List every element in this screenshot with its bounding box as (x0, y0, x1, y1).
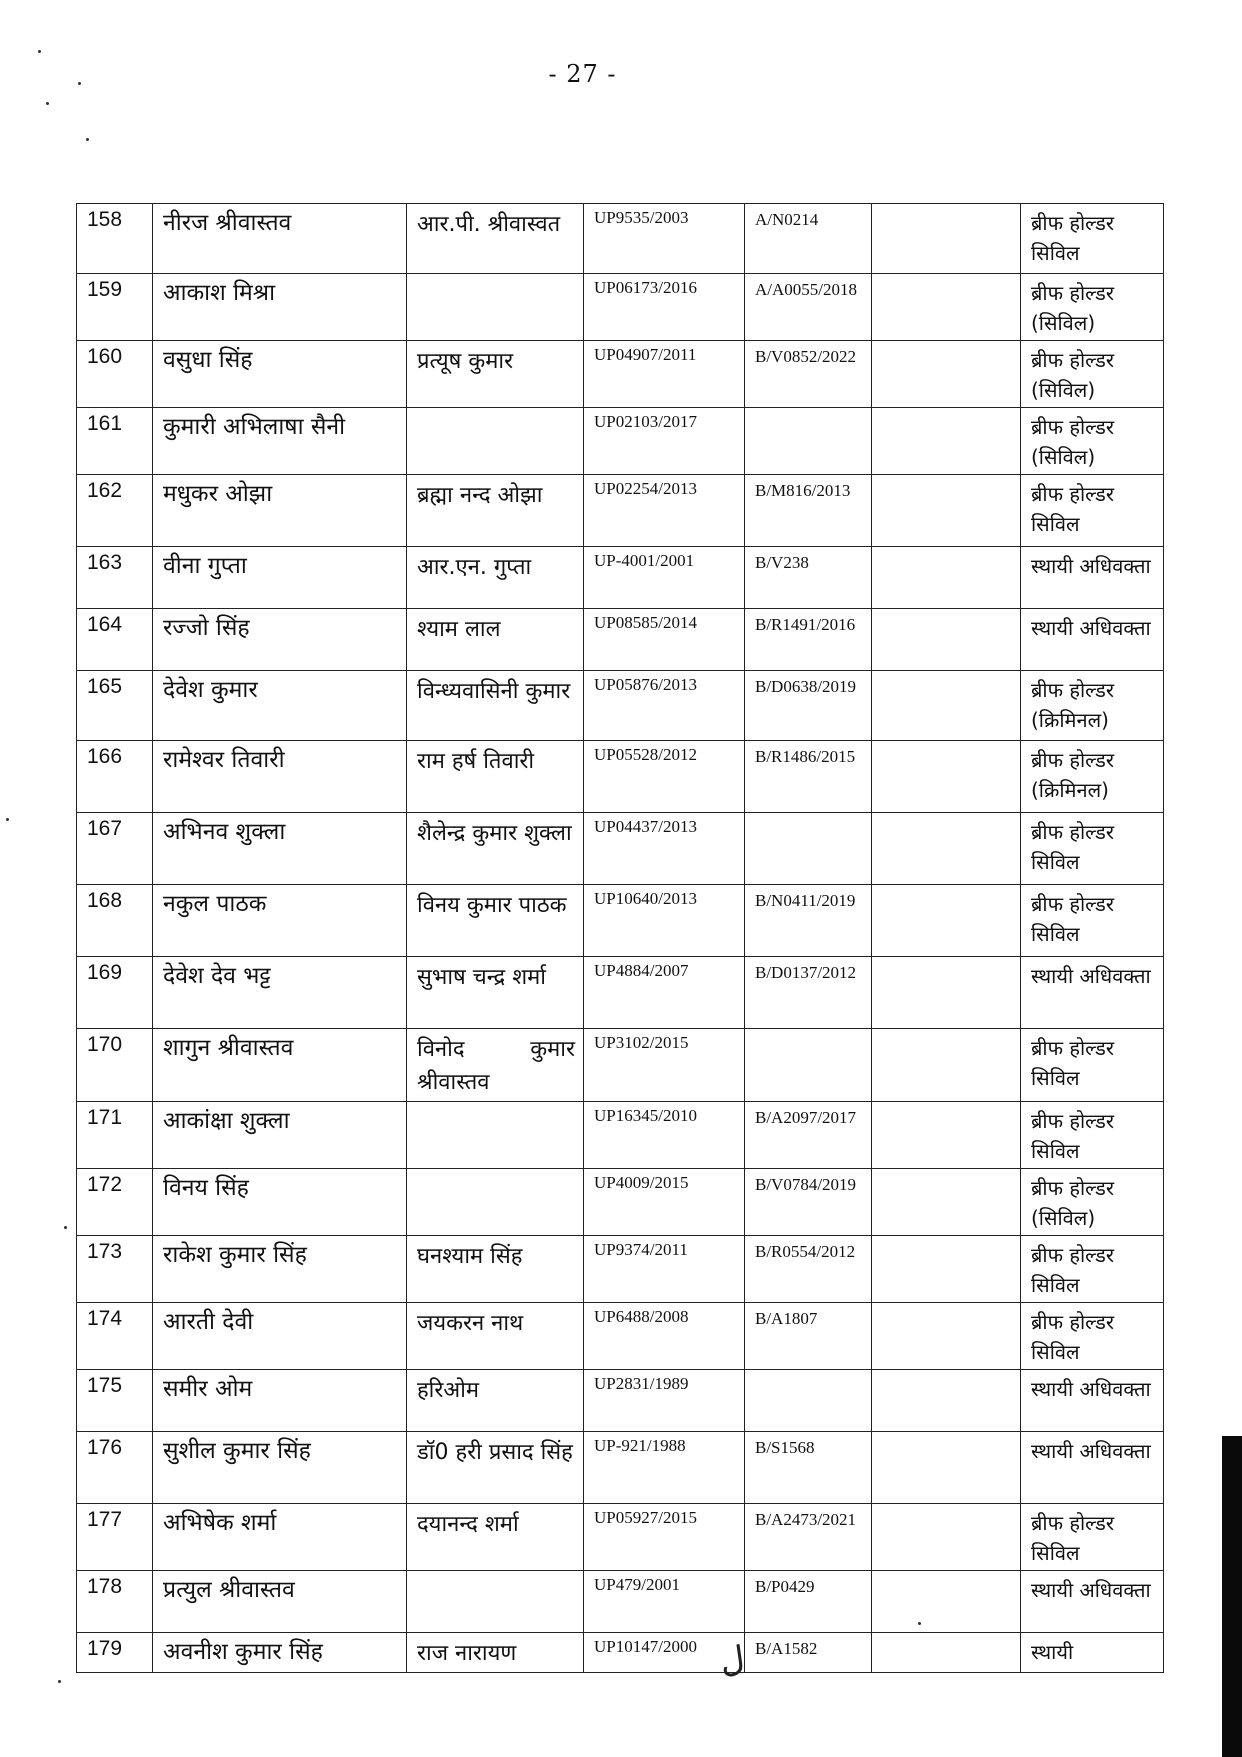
table-row (77, 408, 1164, 475)
cop-number-cell: A/A0055/2018 (745, 274, 872, 341)
cop-number-cell: A/N0214 (745, 204, 872, 274)
scan-edge-bar (1222, 1436, 1242, 1757)
serial-number-cell: 170 (77, 1029, 153, 1102)
empty-cell (872, 1370, 1021, 1432)
serial-number-cell: 179 (77, 1633, 153, 1673)
designation-cell: स्थायी अधिवक्ता (1021, 1432, 1164, 1504)
enrollment-number-cell: UP06173/2016 (584, 274, 745, 341)
empty-cell (872, 1029, 1021, 1102)
cop-number-cell: B/R0554/2012 (745, 1236, 872, 1303)
advocate-name-cell: नकुल पाठक (153, 885, 407, 957)
enrollment-number-cell: UP-4001/2001 (584, 547, 745, 609)
father-name-cell: विनय कुमार पाठक (407, 885, 584, 957)
designation-cell: ब्रीफ होल्डर सिविल (1021, 1303, 1164, 1370)
table-row (77, 547, 1164, 609)
enrollment-number-cell: UP16345/2010 (584, 1102, 745, 1169)
cop-number-cell (745, 408, 872, 475)
table-row (77, 1236, 1164, 1303)
designation-cell: स्थायी अधिवक्ता (1021, 957, 1164, 1029)
designation-cell: ब्रीफ होल्डर सिविल (1021, 204, 1164, 274)
serial-number-cell: 165 (77, 671, 153, 741)
cop-number-cell: B/D0137/2012 (745, 957, 872, 1029)
serial-number-cell: 173 (77, 1236, 153, 1303)
enrollment-number-cell: UP4009/2015 (584, 1169, 745, 1236)
designation-cell: स्थायी (1021, 1633, 1164, 1673)
father-name-cell (407, 408, 584, 475)
empty-cell (872, 1236, 1021, 1303)
table-row (77, 475, 1164, 547)
cop-number-cell (745, 1370, 872, 1432)
scan-speck (78, 82, 81, 85)
table-row (77, 274, 1164, 341)
enrollment-number-cell: UP10640/2013 (584, 885, 745, 957)
designation-cell: ब्रीफ होल्डर (सिविल) (1021, 341, 1164, 408)
cop-number-cell: B/A1807 (745, 1303, 872, 1370)
enrollment-number-cell: UP08585/2014 (584, 609, 745, 671)
father-name-cell (407, 1571, 584, 1633)
table-row (77, 1633, 1164, 1673)
empty-cell (872, 813, 1021, 885)
table-row (77, 813, 1164, 885)
designation-cell: ब्रीफ होल्डर (क्रिमिनल) (1021, 671, 1164, 741)
empty-cell (872, 885, 1021, 957)
serial-number-cell: 172 (77, 1169, 153, 1236)
advocate-name-cell: कुमारी अभिलाषा सैनी (153, 408, 407, 475)
scan-speck (6, 818, 9, 821)
empty-cell (872, 609, 1021, 671)
father-name-cell: विन्ध्यवासिनी कुमार (407, 671, 584, 741)
advocate-name-cell: नीरज श्रीवास्तव (153, 204, 407, 274)
enrollment-number-cell: UP479/2001 (584, 1571, 745, 1633)
father-name-cell (407, 1169, 584, 1236)
cop-number-cell: B/M816/2013 (745, 475, 872, 547)
cop-number-cell: B/D0638/2019 (745, 671, 872, 741)
advocate-name-cell: आकाश मिश्रा (153, 274, 407, 341)
serial-number-cell: 174 (77, 1303, 153, 1370)
father-name-cell (407, 1102, 584, 1169)
empty-cell (872, 341, 1021, 408)
cop-number-cell: B/A2097/2017 (745, 1102, 872, 1169)
advocate-name-cell: शागुन श्रीवास्तव (153, 1029, 407, 1102)
cop-number-cell: B/S1568 (745, 1432, 872, 1504)
table-row (77, 1169, 1164, 1236)
serial-number-cell: 164 (77, 609, 153, 671)
advocates-table (76, 203, 1164, 1673)
father-name-cell: विनोद कुमार श्रीवास्तव (407, 1029, 584, 1102)
cop-number-cell: B/V238 (745, 547, 872, 609)
advocate-name-cell: अवनीश कुमार सिंह (153, 1633, 407, 1673)
table-row (77, 957, 1164, 1029)
empty-cell (872, 1102, 1021, 1169)
cop-number-cell: B/A2473/2021 (745, 1504, 872, 1571)
empty-cell (872, 671, 1021, 741)
advocate-name-cell: समीर ओम (153, 1370, 407, 1432)
enrollment-number-cell: UP02254/2013 (584, 475, 745, 547)
designation-cell: ब्रीफ होल्डर सिविल (1021, 1504, 1164, 1571)
cop-number-cell (745, 1029, 872, 1102)
serial-number-cell: 175 (77, 1370, 153, 1432)
father-name-cell: आर.पी. श्रीवास्वत (407, 204, 584, 274)
designation-cell: स्थायी अधिवक्ता (1021, 1571, 1164, 1633)
father-name-cell: दयानन्द शर्मा (407, 1504, 584, 1571)
designation-cell: ब्रीफ होल्डर सिविल (1021, 1236, 1164, 1303)
empty-cell (872, 1571, 1021, 1633)
serial-number-cell: 167 (77, 813, 153, 885)
enrollment-number-cell: UP9535/2003 (584, 204, 745, 274)
scan-speck (64, 1226, 67, 1229)
scan-speck (46, 102, 49, 105)
advocate-name-cell: वसुधा सिंह (153, 341, 407, 408)
advocate-name-cell: आरती देवी (153, 1303, 407, 1370)
designation-cell: ब्रीफ होल्डर सिविल (1021, 885, 1164, 957)
enrollment-number-cell: UP-921/1988 (584, 1432, 745, 1504)
advocate-name-cell: वीना गुप्ता (153, 547, 407, 609)
empty-cell (872, 1303, 1021, 1370)
advocate-name-cell: मधुकर ओझा (153, 475, 407, 547)
father-name-cell: राज नारायण (407, 1633, 584, 1673)
cop-number-cell: B/R1486/2015 (745, 741, 872, 813)
empty-cell (872, 741, 1021, 813)
scan-speck (38, 50, 41, 53)
empty-cell (872, 408, 1021, 475)
serial-number-cell: 176 (77, 1432, 153, 1504)
table-row (77, 671, 1164, 741)
enrollment-number-cell: UP4884/2007 (584, 957, 745, 1029)
designation-cell: ब्रीफ होल्डर (सिविल) (1021, 408, 1164, 475)
father-name-cell: डॉ0 हरी प्रसाद सिंह (407, 1432, 584, 1504)
serial-number-cell: 160 (77, 341, 153, 408)
father-name-cell: जयकरन नाथ (407, 1303, 584, 1370)
advocate-name-cell: रज्जो सिंह (153, 609, 407, 671)
table-row (77, 1102, 1164, 1169)
enrollment-number-cell: UP02103/2017 (584, 408, 745, 475)
designation-cell: ब्रीफ होल्डर सिविल (1021, 1102, 1164, 1169)
table-row (77, 1571, 1164, 1633)
serial-number-cell: 169 (77, 957, 153, 1029)
father-name-cell: सुभाष चन्द्र शर्मा (407, 957, 584, 1029)
designation-cell: ब्रीफ होल्डर (सिविल) (1021, 1169, 1164, 1236)
empty-cell (872, 957, 1021, 1029)
advocate-name-cell: प्रत्युल श्रीवास्तव (153, 1571, 407, 1633)
cop-number-cell (745, 813, 872, 885)
father-name-cell: हरिओम (407, 1370, 584, 1432)
cop-number-cell: B/N0411/2019 (745, 885, 872, 957)
table-row (77, 204, 1164, 274)
cop-number-cell: B/A1582 (745, 1633, 872, 1673)
serial-number-cell: 159 (77, 274, 153, 341)
cop-number-cell: B/P0429 (745, 1571, 872, 1633)
designation-cell: स्थायी अधिवक्ता (1021, 1370, 1164, 1432)
empty-cell (872, 274, 1021, 341)
table-row (77, 1370, 1164, 1432)
serial-number-cell: 158 (77, 204, 153, 274)
enrollment-number-cell: UP9374/2011 (584, 1236, 745, 1303)
empty-cell (872, 475, 1021, 547)
designation-cell: ब्रीफ होल्डर (क्रिमिनल) (1021, 741, 1164, 813)
enrollment-number-cell: UP04437/2013 (584, 813, 745, 885)
enrollment-number-cell: UP3102/2015 (584, 1029, 745, 1102)
designation-cell: ब्रीफ होल्डर सिविल (1021, 475, 1164, 547)
table-row (77, 885, 1164, 957)
enrollment-number-cell: UP10147/2000 (584, 1633, 745, 1673)
scan-speck (86, 138, 89, 141)
table-row (77, 1303, 1164, 1370)
page-number: - 27 - (548, 60, 617, 88)
enrollment-number-cell: UP04907/2011 (584, 341, 745, 408)
father-name-cell: घनश्याम सिंह (407, 1236, 584, 1303)
advocate-name-cell: देवेश देव भट्ट (153, 957, 407, 1029)
empty-cell (872, 1504, 1021, 1571)
father-name-cell (407, 274, 584, 341)
serial-number-cell: 177 (77, 1504, 153, 1571)
serial-number-cell: 166 (77, 741, 153, 813)
advocate-name-cell: राकेश कुमार सिंह (153, 1236, 407, 1303)
serial-number-cell: 171 (77, 1102, 153, 1169)
designation-cell: स्थायी अधिवक्ता (1021, 547, 1164, 609)
enrollment-number-cell: UP05927/2015 (584, 1504, 745, 1571)
cop-number-cell: B/R1491/2016 (745, 609, 872, 671)
empty-cell (872, 1169, 1021, 1236)
advocate-name-cell: अभिषेक शर्मा (153, 1504, 407, 1571)
table-row (77, 1432, 1164, 1504)
serial-number-cell: 178 (77, 1571, 153, 1633)
advocate-name-cell: अभिनव शुक्ला (153, 813, 407, 885)
father-name-cell: प्रत्यूष कुमार (407, 341, 584, 408)
scan-speck (58, 1680, 61, 1683)
empty-cell (872, 1633, 1021, 1673)
handwritten-initial: ل (717, 1638, 748, 1682)
table-row (77, 1029, 1164, 1102)
table-row (77, 741, 1164, 813)
father-name-cell: श्याम लाल (407, 609, 584, 671)
father-name-cell: राम हर्ष तिवारी (407, 741, 584, 813)
serial-number-cell: 168 (77, 885, 153, 957)
empty-cell (872, 547, 1021, 609)
advocate-name-cell: रामेश्वर तिवारी (153, 741, 407, 813)
advocate-name-cell: आकांक्षा शुक्ला (153, 1102, 407, 1169)
cop-number-cell: B/V0852/2022 (745, 341, 872, 408)
advocate-name-cell: देवेश कुमार (153, 671, 407, 741)
empty-cell (872, 204, 1021, 274)
designation-cell: ब्रीफ होल्डर सिविल (1021, 1029, 1164, 1102)
father-name-cell: आर.एन. गुप्ता (407, 547, 584, 609)
designation-cell: ब्रीफ होल्डर (सिविल) (1021, 274, 1164, 341)
table-row (77, 341, 1164, 408)
advocate-name-cell: विनय सिंह (153, 1169, 407, 1236)
enrollment-number-cell: UP6488/2008 (584, 1303, 745, 1370)
designation-cell: स्थायी अधिवक्ता (1021, 609, 1164, 671)
serial-number-cell: 163 (77, 547, 153, 609)
father-name-cell: शैलेन्द्र कुमार शुक्ला (407, 813, 584, 885)
enrollment-number-cell: UP05528/2012 (584, 741, 745, 813)
serial-number-cell: 162 (77, 475, 153, 547)
serial-number-cell: 161 (77, 408, 153, 475)
empty-cell (872, 1432, 1021, 1504)
designation-cell: ब्रीफ होल्डर सिविल (1021, 813, 1164, 885)
enrollment-number-cell: UP05876/2013 (584, 671, 745, 741)
enrollment-number-cell: UP2831/1989 (584, 1370, 745, 1432)
advocate-name-cell: सुशील कुमार सिंह (153, 1432, 407, 1504)
table-row (77, 1504, 1164, 1571)
table-row (77, 609, 1164, 671)
cop-number-cell: B/V0784/2019 (745, 1169, 872, 1236)
father-name-cell: ब्रह्मा नन्द ओझा (407, 475, 584, 547)
